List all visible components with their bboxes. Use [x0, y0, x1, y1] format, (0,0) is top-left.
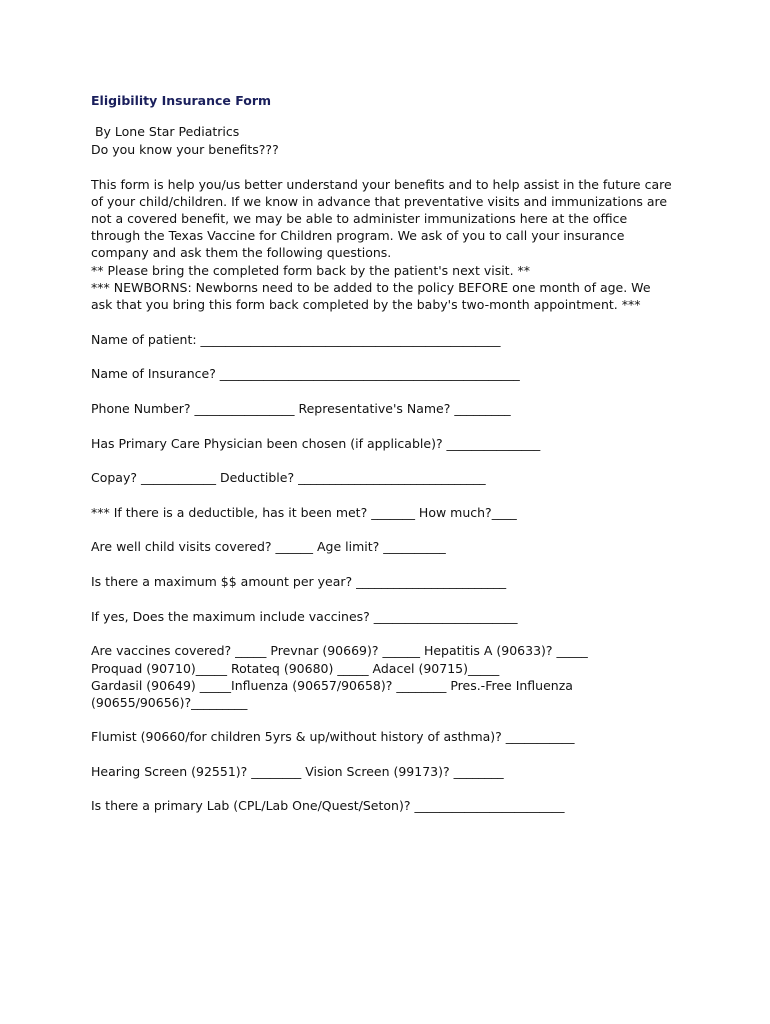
intro-paragraph-line: not a covered benefit, we may be able to administer immunizations here at the office	[91, 211, 628, 226]
hearing-vision-field: Hearing Screen (92551)? ________ Vision Screen (99173)? ________	[91, 764, 504, 779]
primary-lab-field: Is there a primary Lab (CPL/Lab One/Quest/Seton)? ________________________	[91, 798, 565, 813]
intro-paragraph-line: company and ask them the following questions.	[91, 245, 392, 260]
deductible-met-field: *** If there is a deductible, has it been met? _______ How much?____	[91, 505, 517, 520]
phone-representative-field: Phone Number? ________________ Representative's Name? _________	[91, 401, 511, 416]
byline: By Lone Star Pediatrics	[91, 124, 240, 139]
vaccines-covered-line: Proquad (90710)_____ Rotateq (90680) _____ Adacel (90715)_____	[91, 661, 500, 676]
vaccines-covered-line: Are vaccines covered? _____ Prevnar (90669)? ______ Hepatitis A (90633)? _____	[91, 643, 588, 658]
intro-paragraph-line: This form is help you/us better understand your benefits and to help assist in the future care	[91, 177, 672, 192]
intro-paragraph-line: of your child/children. If we know in advance that preventative visits and immunizations are	[91, 194, 668, 209]
newborn-note-line: *** NEWBORNS: Newborns need to be added to the policy BEFORE one month of age. We	[91, 280, 651, 295]
intro-question: Do you know your benefits???	[91, 142, 279, 157]
newborn-note-line: ask that you bring this form back completed by the baby's two-month appointment. ***	[91, 297, 641, 312]
flumist-field: Flumist (90660/for children 5yrs & up/without history of asthma)? ___________	[91, 729, 575, 744]
well-child-field: Are well child visits covered? ______ Age limit? __________	[91, 539, 446, 554]
vaccines-covered-line: Gardasil (90649) _____Influenza (90657/90658)? ________ Pres.-Free Influenza	[91, 678, 573, 693]
maximum-amount-field: Is there a maximum $$ amount per year? ________________________	[91, 574, 507, 589]
form-title: Eligibility Insurance Form	[91, 93, 272, 108]
primary-care-physician-field: Has Primary Care Physician been chosen (if applicable)? _______________	[91, 436, 541, 451]
copay-deductible-field: Copay? ____________ Deductible? ______________________________	[91, 470, 486, 485]
insurance-name-field: Name of Insurance? ________________________________________________	[91, 366, 520, 381]
intro-paragraph-line: through the Texas Vaccine for Children program. We ask of you to call your insurance	[91, 228, 625, 243]
vaccines-covered-line: (90655/90656)?_________	[91, 695, 248, 710]
patient-name-field: Name of patient: ________________________________________________	[91, 332, 501, 347]
intro-note-line: ** Please bring the completed form back by the patient's next visit. **	[91, 263, 531, 278]
maximum-vaccines-field: If yes, Does the maximum include vaccines? _______________________	[91, 609, 518, 624]
